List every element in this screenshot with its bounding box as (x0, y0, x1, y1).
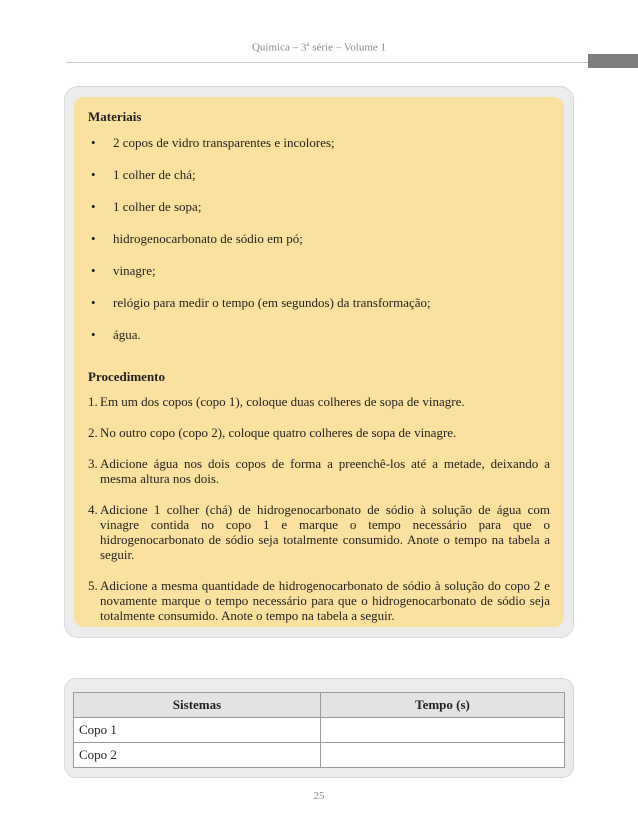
step-number: 3. (88, 456, 98, 471)
running-title-post: série – Volume 1 (309, 41, 387, 54)
materials-item: • vinagre; (88, 263, 550, 295)
procedure-step (88, 456, 550, 486)
activity-box (74, 97, 564, 627)
procedure-list (88, 394, 550, 623)
materials-item: • 2 copos de vidro transparentes e incolores; (88, 135, 550, 167)
step-number: 1. (88, 394, 98, 409)
header-rule (66, 62, 588, 63)
running-title-pre: Química – 3 (251, 41, 307, 54)
step-text: No outro copo (copo 2), coloque quatro colheres de sopa de vinagre. (100, 425, 457, 440)
table-cell-empty[interactable] (321, 743, 565, 768)
procedure-step (88, 394, 550, 409)
running-title-sup: a (306, 40, 310, 48)
table-row (74, 743, 565, 768)
procedure-step (88, 502, 550, 562)
step-text: Adicione água nos dois copos de forma a preenchê-los até a metade, deixando a mesma altura nos dois. (100, 456, 550, 486)
header-sistemas: Sistemas (74, 693, 321, 718)
activity-box-frame (64, 86, 574, 638)
materials-item: • 1 colher de chá; (88, 167, 550, 199)
materials-item: • relógio para medir o tempo (em segundos) da transformação; (88, 295, 550, 327)
table-header-row (74, 693, 565, 718)
materials-list (88, 135, 550, 359)
table-cell: Copo 2 (74, 743, 321, 768)
running-header (0, 40, 638, 54)
results-table (73, 692, 565, 768)
step-text: Adicione a mesma quantidade de hidrogenocarbonato de sódio à solução do copo 2 e novamente marque o tempo necessário para que o hidrogenocarbonato de sódio seja totalmente consumido. Anote o tempo na tabela a seguir. (100, 578, 550, 623)
step-number: 5. (88, 578, 98, 593)
step-text: Em um dos copos (copo 1), coloque duas colheres de sopa de vinagre. (100, 394, 465, 409)
procedure-title: Procedimento (88, 369, 166, 384)
step-text: Adicione 1 colher (chá) de hidrogenocarbonato de sódio à solução de água com vinagre contida no copo 1 e marque o tempo necessário para que o hidrogenocarbonato de sódio seja totalmente consumido. Anote o tempo na tabela a seguir. (100, 502, 550, 562)
materials-item: • hidrogenocarbonato de sódio em pó; (88, 231, 550, 263)
procedure-step (88, 425, 550, 440)
page-number: 25 (313, 790, 325, 802)
materials-title: Materiais (88, 109, 142, 124)
header-tab (588, 54, 638, 68)
table-frame (64, 678, 574, 778)
procedure-step (88, 578, 550, 623)
materials-item: • água. (88, 327, 550, 359)
step-number: 4. (88, 502, 98, 517)
materials-item: • 1 colher de sopa; (88, 199, 550, 231)
step-number: 2. (88, 425, 98, 440)
table-cell-empty[interactable] (321, 718, 565, 743)
table-row (74, 718, 565, 743)
table-cell: Copo 1 (74, 718, 321, 743)
header-tempo: Tempo (s) (321, 693, 565, 718)
